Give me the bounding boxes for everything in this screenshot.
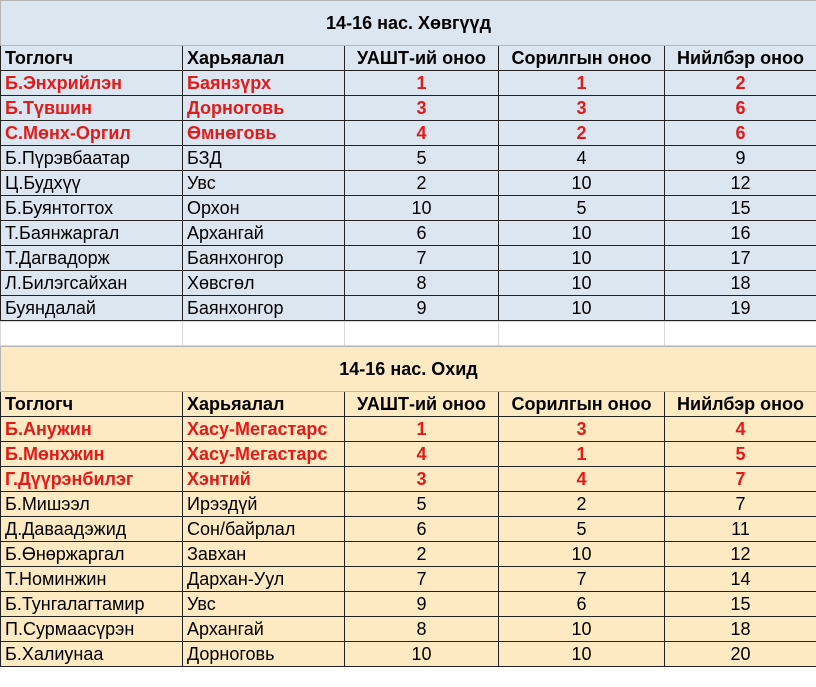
boys-header-row [1, 46, 816, 71]
table-row [1, 196, 816, 221]
player-cell: Л.Билэгсайхан [1, 271, 183, 296]
total-score-cell: 17 [665, 246, 816, 271]
boys-title-row [1, 1, 816, 46]
region-cell: Хасу-Мегастарс [183, 417, 345, 442]
table-row [1, 542, 816, 567]
total-score-cell: 15 [665, 592, 816, 617]
test-score-cell: 4 [499, 467, 665, 492]
table-row [1, 171, 816, 196]
uasht-score-cell: 5 [345, 146, 499, 171]
total-score-cell: 19 [665, 296, 816, 321]
total-score-cell: 20 [665, 642, 816, 667]
uasht-score-cell: 2 [345, 171, 499, 196]
test-score-cell: 10 [499, 642, 665, 667]
table-row [1, 221, 816, 246]
region-cell: Ирээдүй [183, 492, 345, 517]
player-cell: Б.Энхрийлэн [1, 71, 183, 96]
total-score-cell: 7 [665, 492, 816, 517]
region-cell: Орхон [183, 196, 345, 221]
empty-cell [665, 322, 816, 346]
table-row [1, 71, 816, 96]
test-score-cell: 10 [499, 271, 665, 296]
table-row [1, 271, 816, 296]
total-score-cell: 5 [665, 442, 816, 467]
player-cell: Б.Түвшин [1, 96, 183, 121]
total-score-cell: 12 [665, 542, 816, 567]
test-score-cell: 2 [499, 492, 665, 517]
total-score-cell: 2 [665, 71, 816, 96]
player-cell: С.Мөнх-Оргил [1, 121, 183, 146]
uasht-score-cell: 5 [345, 492, 499, 517]
region-cell: Өмнөговь [183, 121, 345, 146]
player-cell: Г.Дүүрэнбилэг [1, 467, 183, 492]
table-row [1, 617, 816, 642]
table-row [1, 567, 816, 592]
uasht-score-cell: 9 [345, 592, 499, 617]
table-row [1, 592, 816, 617]
header-region: Харьяалал [183, 46, 345, 71]
region-cell: Увс [183, 592, 345, 617]
player-cell: Б.Буянтогтох [1, 196, 183, 221]
player-cell: Б.Анужин [1, 417, 183, 442]
uasht-score-cell: 7 [345, 246, 499, 271]
empty-cell [1, 322, 183, 346]
uasht-score-cell: 7 [345, 567, 499, 592]
player-cell: Ц.Будхүү [1, 171, 183, 196]
player-cell: Б.Өнөржаргал [1, 542, 183, 567]
header-player: Тоглогч [1, 46, 183, 71]
uasht-score-cell: 8 [345, 617, 499, 642]
uasht-score-cell: 4 [345, 442, 499, 467]
player-cell: Б.Мөнхжин [1, 442, 183, 467]
uasht-score-cell: 10 [345, 196, 499, 221]
test-score-cell: 2 [499, 121, 665, 146]
uasht-score-cell: 8 [345, 271, 499, 296]
total-score-cell: 9 [665, 146, 816, 171]
table-row [1, 146, 816, 171]
header-test: Сорилгын оноо [499, 392, 665, 417]
uasht-score-cell: 10 [345, 642, 499, 667]
player-cell: Б.Халиунаа [1, 642, 183, 667]
player-cell: П.Сурмаасүрэн [1, 617, 183, 642]
player-cell: Т.Номинжин [1, 567, 183, 592]
table-row [1, 296, 816, 321]
region-cell: Архангай [183, 617, 345, 642]
header-total: Нийлбэр оноо [665, 392, 816, 417]
uasht-score-cell: 1 [345, 417, 499, 442]
test-score-cell: 10 [499, 542, 665, 567]
uasht-score-cell: 2 [345, 542, 499, 567]
empty-cell [499, 322, 665, 346]
total-score-cell: 16 [665, 221, 816, 246]
test-score-cell: 4 [499, 146, 665, 171]
total-score-cell: 6 [665, 96, 816, 121]
total-score-cell: 4 [665, 417, 816, 442]
region-cell: Хасу-Мегастарс [183, 442, 345, 467]
header-uasht: УАШТ-ий оноо [345, 46, 499, 71]
test-score-cell: 6 [499, 592, 665, 617]
test-score-cell: 1 [499, 71, 665, 96]
player-cell: Д.Даваадэжид [1, 517, 183, 542]
region-cell: Дархан-Уул [183, 567, 345, 592]
region-cell: БЗД [183, 146, 345, 171]
test-score-cell: 3 [499, 96, 665, 121]
table-row [1, 246, 816, 271]
region-cell: Архангай [183, 221, 345, 246]
test-score-cell: 10 [499, 221, 665, 246]
uasht-score-cell: 6 [345, 221, 499, 246]
uasht-score-cell: 9 [345, 296, 499, 321]
boys-title: 14-16 нас. Хөвгүүд [1, 1, 816, 46]
test-score-cell: 3 [499, 417, 665, 442]
total-score-cell: 11 [665, 517, 816, 542]
uasht-score-cell: 6 [345, 517, 499, 542]
empty-cell [345, 322, 499, 346]
region-cell: Дорноговь [183, 96, 345, 121]
uasht-score-cell: 3 [345, 96, 499, 121]
spacer-row [1, 322, 816, 346]
uasht-score-cell: 4 [345, 121, 499, 146]
girls-title-row [1, 347, 816, 392]
region-cell: Баянхонгор [183, 246, 345, 271]
region-cell: Хөвсгөл [183, 271, 345, 296]
header-total: Нийлбэр оноо [665, 46, 816, 71]
girls-header-row [1, 392, 816, 417]
region-cell: Завхан [183, 542, 345, 567]
girls-title: 14-16 нас. Охид [1, 347, 816, 392]
test-score-cell: 7 [499, 567, 665, 592]
table-row [1, 492, 816, 517]
total-score-cell: 6 [665, 121, 816, 146]
header-player: Тоглогч [1, 392, 183, 417]
table-row [1, 642, 816, 667]
player-cell: Т.Баянжаргал [1, 221, 183, 246]
player-cell: Б.Тунгалагтамир [1, 592, 183, 617]
spacer-table [0, 321, 816, 346]
girls-table [0, 346, 816, 667]
table-row [1, 517, 816, 542]
total-score-cell: 12 [665, 171, 816, 196]
header-region: Харьяалал [183, 392, 345, 417]
region-cell: Увс [183, 171, 345, 196]
header-test: Сорилгын оноо [499, 46, 665, 71]
boys-table [0, 0, 816, 321]
uasht-score-cell: 3 [345, 467, 499, 492]
test-score-cell: 5 [499, 517, 665, 542]
test-score-cell: 10 [499, 246, 665, 271]
region-cell: Сон/байрлал [183, 517, 345, 542]
player-cell: Буяндалай [1, 296, 183, 321]
region-cell: Баянзүрх [183, 71, 345, 96]
test-score-cell: 10 [499, 296, 665, 321]
player-cell: Б.Мишээл [1, 492, 183, 517]
total-score-cell: 18 [665, 271, 816, 296]
header-uasht: УАШТ-ий оноо [345, 392, 499, 417]
test-score-cell: 1 [499, 442, 665, 467]
test-score-cell: 10 [499, 617, 665, 642]
empty-cell [183, 322, 345, 346]
region-cell: Дорноговь [183, 642, 345, 667]
total-score-cell: 15 [665, 196, 816, 221]
table-row [1, 417, 816, 442]
total-score-cell: 14 [665, 567, 816, 592]
test-score-cell: 10 [499, 171, 665, 196]
uasht-score-cell: 1 [345, 71, 499, 96]
region-cell: Хэнтий [183, 467, 345, 492]
total-score-cell: 7 [665, 467, 816, 492]
table-row [1, 467, 816, 492]
table-row [1, 121, 816, 146]
total-score-cell: 18 [665, 617, 816, 642]
player-cell: Б.Пүрэвбаатар [1, 146, 183, 171]
region-cell: Баянхонгор [183, 296, 345, 321]
test-score-cell: 5 [499, 196, 665, 221]
table-row [1, 96, 816, 121]
player-cell: Т.Дагвадорж [1, 246, 183, 271]
table-row [1, 442, 816, 467]
